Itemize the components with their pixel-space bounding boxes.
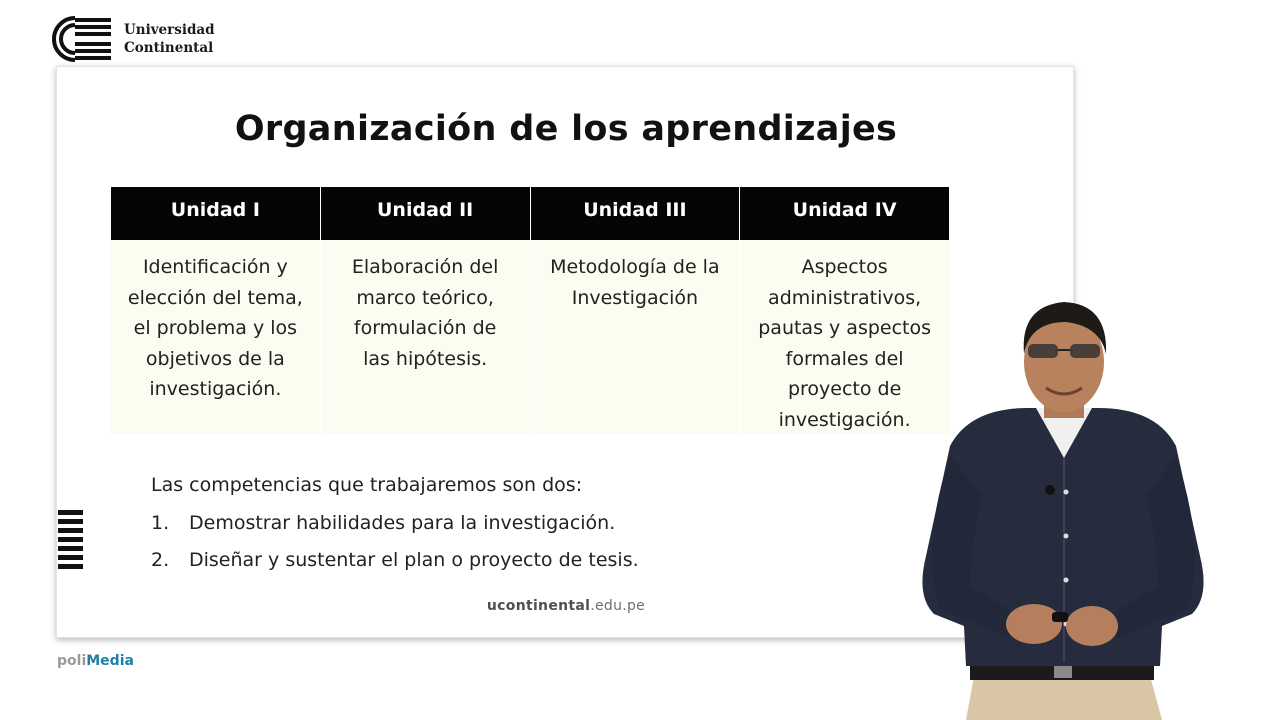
university-logo-icon xyxy=(52,16,112,62)
units-table xyxy=(111,187,949,434)
unit-description xyxy=(531,240,740,434)
unit-line: proyecto de xyxy=(787,378,902,400)
unit-line: administrativos, xyxy=(768,286,922,309)
unit-column-3 xyxy=(531,187,740,434)
unit-line: investigación. xyxy=(149,378,282,400)
list-item xyxy=(151,505,639,543)
list-text: Diseñar y sustentar el plan o proyecto de tesis. xyxy=(189,549,639,571)
brand-part1: poli xyxy=(57,653,87,669)
presenter-figure xyxy=(900,296,1230,720)
brand-part2: Media xyxy=(86,653,134,669)
unit-line: las hipótesis. xyxy=(363,347,488,370)
unit-line: formulación de xyxy=(353,317,497,339)
slide-title: Organización de los aprendizajes xyxy=(234,109,898,149)
decorative-stripes xyxy=(58,510,83,573)
unit-line: Identificación y xyxy=(142,256,288,278)
unit-line: Aspectos xyxy=(801,256,888,278)
competencias-intro: Las competencias que trabajaremos son dos: xyxy=(151,474,583,496)
footer-url-domain: ucontinental xyxy=(486,598,591,614)
unit-line: objetivos de la xyxy=(145,347,285,370)
footer-url-suffix: .edu.pe xyxy=(590,598,646,614)
university-logo xyxy=(52,16,215,62)
unit-column-1 xyxy=(111,187,320,434)
unit-line: Elaboración del xyxy=(351,256,499,278)
unit-description xyxy=(321,240,530,434)
list-number: 1. xyxy=(151,511,170,534)
unit-line: Metodología de la xyxy=(550,256,720,278)
list-number: 2. xyxy=(151,549,170,571)
unit-line: Investigación xyxy=(571,286,699,309)
unit-header: Unidad IV xyxy=(740,187,949,240)
unit-line: elección del tema, xyxy=(127,286,303,309)
unit-line: el problema y los xyxy=(133,317,298,339)
list-text: Demostrar habilidades para la investigación. xyxy=(189,511,616,534)
unit-column-2 xyxy=(321,187,530,434)
university-name-line2: Continental xyxy=(124,40,214,56)
unit-line: investigación. xyxy=(778,408,911,431)
unit-line: pautas y aspectos xyxy=(758,317,932,339)
university-name-line1: Universidad xyxy=(124,22,215,38)
unit-header: Unidad II xyxy=(321,187,530,240)
competencias-list xyxy=(151,467,639,580)
unit-header: Unidad I xyxy=(111,187,320,240)
unit-description xyxy=(111,240,320,434)
polimedia-brand xyxy=(57,653,134,669)
list-item xyxy=(151,542,639,580)
unit-line: formales del xyxy=(785,347,904,370)
unit-header: Unidad III xyxy=(531,187,740,240)
university-name xyxy=(124,21,215,57)
unit-line: marco teórico, xyxy=(356,286,494,309)
